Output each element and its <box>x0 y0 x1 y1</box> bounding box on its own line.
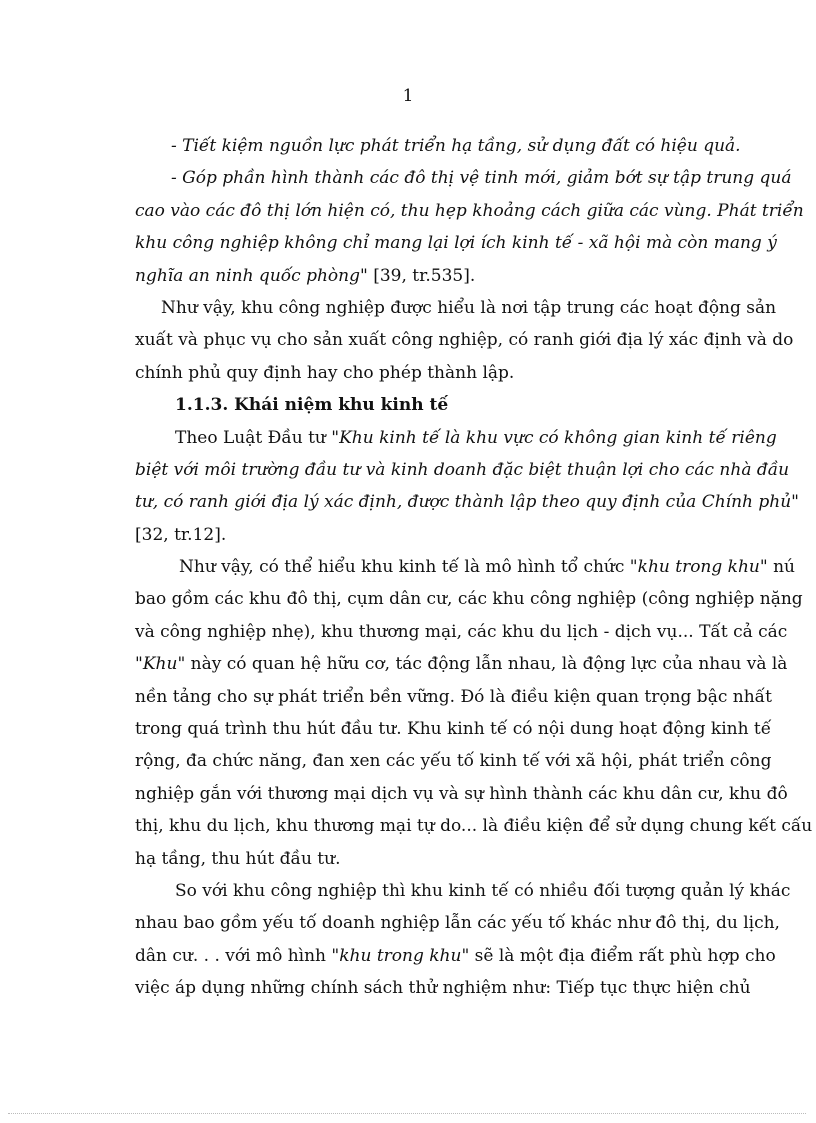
text-line: hạ tầng, thu hút đầu tư. <box>135 848 341 869</box>
text-line: [32, tr.12]. <box>135 524 227 545</box>
text-line: việc áp dụng những chính sách thử nghiệm như: Tiếp tục thực hiện chủ <box>135 978 751 999</box>
text-run: " này có quan hệ hữu cơ, tác động lẫn nhau, là động lực của nhau và là <box>177 654 788 675</box>
text-line: xuất và phục vụ cho sản xuất công nghiệp, có ranh giới địa lý xác định và do <box>135 330 794 351</box>
text-run: " <box>135 654 143 675</box>
text-run: " <box>791 492 799 513</box>
text-line: thị, khu du lịch, khu thương mại tự do... là điều kiện để sử dụng chung kết cấu <box>135 816 813 837</box>
text-line: chính phủ quy định hay cho phép thành lập. <box>135 362 515 383</box>
text-line: - Tiết kiệm nguồn lực phát triển hạ tầng, sử dụng đất có hiệu quả. <box>171 136 741 156</box>
text-line: Như vậy, khu công nghiệp được hiểu là nơi tập trung các hoạt động sản <box>161 297 777 318</box>
text-run: khu trong khu <box>637 557 760 578</box>
text-line <box>135 486 799 518</box>
text-line: bao gồm các khu đô thị, cụm dân cư, các khu công nghiệp (công nghiệp nặng <box>135 589 803 610</box>
text-line: khu công nghiệp không chỉ mang lại lợi ích kinh tế - xã hội mà còn mang ý <box>135 233 777 254</box>
text-line: nhau bao gồm yếu tố doanh nghiệp lẫn các yếu tố khác như đô thị, du lịch, <box>135 913 780 934</box>
text-run: tư, có ranh giới địa lý xác định, được thành lập theo quy định của Chính phủ <box>135 492 792 513</box>
page-bottom-border <box>8 1113 806 1114</box>
text-run: " nú <box>759 557 795 578</box>
text-line <box>135 551 795 583</box>
text-line <box>135 422 777 454</box>
text-run: dân cư. . . với mô hình " <box>135 945 340 966</box>
text-run: " sẽ là một địa điểm rất phù hợp cho <box>461 945 776 966</box>
text-run: khu trong khu <box>339 945 462 966</box>
text-run: Khu kinh tế là khu vực có không gian kinh tế riêng <box>339 427 777 448</box>
text-line: cao vào các đô thị lớn hiện có, thu hẹp khoảng cách giữa các vùng. Phát triển <box>135 200 804 221</box>
text-line: - Góp phần hình thành các đô thị vệ tinh mới, giảm bớt sự tập trung quá <box>171 168 792 189</box>
text-line: trong quá trình thu hút đầu tư. Khu kinh tế có nội dung hoạt động kinh tế <box>135 719 772 740</box>
text-line: nền tảng cho sự phát triển bền vững. Đó là điều kiện quan trọng bậc nhất <box>135 686 772 707</box>
text-line <box>135 940 776 972</box>
text-run: [39, tr.535]. <box>367 265 476 286</box>
text-line: biệt với môi trường đầu tư và kinh doanh đặc biệt thuận lợi cho các nhà đầu <box>135 459 790 480</box>
text-run: Khu <box>142 654 178 675</box>
text-line: nghiệp gắn với thương mại dịch vụ và sự hình thành các khu dân cư, khu đô <box>135 783 788 804</box>
text-line: rộng, đa chức năng, đan xen các yếu tố kinh tế với xã hội, phát triển công <box>135 751 772 772</box>
text-run: Như vậy, có thể hiểu khu kinh tế là mô hình tổ chức " <box>179 557 638 578</box>
body-text <box>135 130 813 1005</box>
text-line: và công nghiệp nhẹ), khu thương mại, các khu du lịch - dịch vụ... Tất cả các <box>135 621 788 642</box>
text-run: Theo Luật Đầu tư " <box>175 427 340 448</box>
text-line: So với khu công nghiệp thì khu kinh tế có nhiều đối tượng quản lý khác <box>175 880 791 901</box>
text-line <box>135 260 740 292</box>
section-heading: 1.1.3. Khái niệm khu kinh tế <box>175 395 449 416</box>
text-run: nghĩa an ninh quốc phòng" <box>135 265 368 286</box>
text-line <box>135 648 788 680</box>
page-number: 1 <box>402 86 414 106</box>
